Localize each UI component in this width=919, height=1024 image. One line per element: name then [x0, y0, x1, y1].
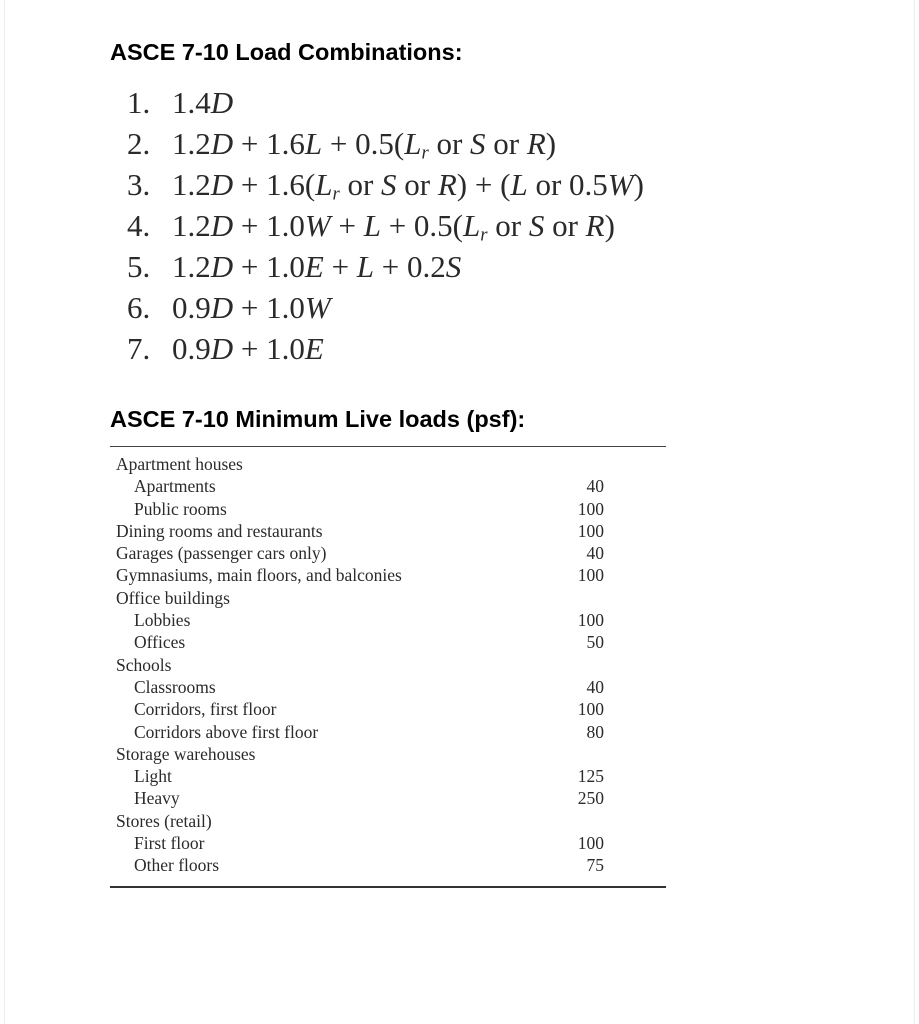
expression-part: 0.9: [172, 331, 211, 366]
table-row: [110, 743, 666, 765]
expression-part: L: [315, 167, 333, 202]
expression-part: L: [404, 126, 422, 161]
right-edge-shadow: [914, 0, 915, 1024]
expression-part: 1.2: [172, 208, 211, 243]
occupancy-label: Corridors above first floor: [134, 721, 319, 742]
combination-expression: [172, 208, 615, 246]
expression-part: or: [396, 167, 438, 202]
left-edge-shadow: [4, 0, 5, 1024]
live-load-value: 100: [577, 520, 604, 541]
expression-part: + 1.0: [233, 290, 305, 325]
occupancy-label: Lobbies: [134, 610, 191, 631]
table-row: [110, 475, 666, 497]
combination-number: 5.: [127, 249, 151, 284]
expression-part: L: [363, 208, 381, 243]
live-load-value: 250: [577, 788, 604, 809]
table-top-rule: [110, 446, 666, 447]
combination-item: [127, 205, 644, 246]
occupancy-label: Gymnasiums, main floors, and balconies: [116, 565, 402, 586]
expression-part: or 0.5: [527, 167, 608, 202]
expression-part: or: [339, 167, 382, 202]
expression-part: S: [445, 249, 462, 284]
expression-part: or: [428, 126, 471, 161]
combination-expression: [172, 331, 324, 366]
combination-expression: [172, 126, 557, 164]
combination-number: 4.: [127, 208, 151, 243]
table-row: [110, 654, 666, 676]
occupancy-label: Classrooms: [134, 676, 216, 697]
expression-part: D: [210, 85, 234, 120]
occupancy-label: Public rooms: [134, 498, 227, 519]
expression-part: or: [487, 208, 529, 243]
expression-part: S: [381, 167, 397, 202]
live-load-value: 100: [577, 498, 604, 519]
live-load-value: 100: [577, 565, 604, 586]
expression-part: + 1.0: [233, 331, 305, 366]
occupancy-label: Apartments: [134, 476, 216, 497]
combination-number: 7.: [127, 331, 151, 366]
live-load-value: 125: [577, 766, 604, 787]
expression-subscript: r: [332, 183, 340, 205]
expression-part: D: [210, 167, 234, 202]
occupancy-label: Offices: [134, 632, 186, 653]
combination-number: 3.: [127, 167, 151, 202]
combination-number: 6.: [127, 290, 151, 325]
expression-part: R: [526, 126, 546, 161]
combination-number: 2.: [127, 126, 151, 161]
table-row: [110, 698, 666, 720]
occupancy-label: Other floors: [134, 855, 220, 876]
table-row: [110, 810, 666, 832]
combination-item: [127, 287, 644, 328]
expression-subscript: r: [421, 142, 429, 164]
expression-part: 0.9: [172, 290, 211, 325]
table-row: [110, 854, 666, 876]
live-load-value: 40: [586, 676, 604, 697]
expression-part: + 1.6(: [233, 167, 316, 202]
expression-part: + 0.2: [374, 249, 446, 284]
expression-part: ): [633, 167, 644, 202]
table-row: [110, 564, 666, 586]
table-row: [110, 453, 666, 475]
expression-part: D: [210, 208, 234, 243]
live-load-value: 80: [586, 721, 604, 742]
expression-part: W: [304, 290, 331, 325]
load-combinations-list: [127, 82, 644, 369]
table-row: [110, 787, 666, 809]
load-combinations-heading: ASCE 7-10 Load Combinations:: [110, 39, 463, 65]
occupancy-label: First floor: [134, 833, 205, 854]
live-loads-table: [110, 446, 666, 888]
expression-part: R: [437, 167, 457, 202]
live-load-value: 40: [586, 543, 604, 564]
live-loads-heading: ASCE 7-10 Minimum Live loads (psf):: [110, 406, 526, 432]
combination-item: [127, 246, 644, 287]
occupancy-label: Stores (retail): [116, 810, 212, 831]
live-load-value: 100: [577, 699, 604, 720]
expression-part: 1.4: [172, 85, 211, 120]
table-row: [110, 676, 666, 698]
occupancy-label: Office buildings: [116, 587, 230, 608]
combination-expression: [172, 249, 461, 284]
expression-part: E: [304, 331, 324, 366]
live-load-value: 100: [577, 610, 604, 631]
expression-part: + 0.5(: [322, 126, 405, 161]
occupancy-label: Corridors, first floor: [134, 699, 277, 720]
occupancy-label: Heavy: [134, 788, 180, 809]
expression-part: L: [356, 249, 375, 284]
expression-subscript: r: [480, 224, 488, 246]
expression-part: +: [330, 208, 364, 243]
table-row: [110, 765, 666, 787]
table-row: [110, 498, 666, 520]
expression-part: or: [544, 208, 586, 243]
occupancy-label: Dining rooms and restaurants: [116, 520, 323, 541]
table-row: [110, 609, 666, 631]
expression-part: L: [463, 208, 481, 243]
live-load-value: 40: [586, 476, 604, 497]
expression-part: 1.2: [172, 167, 211, 202]
expression-part: S: [470, 126, 486, 161]
combination-item: [127, 164, 644, 205]
table-row: [110, 832, 666, 854]
occupancy-label: Light: [134, 766, 172, 787]
expression-part: L: [510, 167, 528, 202]
occupancy-label: Schools: [116, 654, 172, 675]
expression-part: D: [210, 290, 234, 325]
expression-part: R: [585, 208, 605, 243]
expression-part: E: [304, 249, 324, 284]
expression-part: + 1.0: [233, 208, 305, 243]
expression-part: W: [304, 208, 331, 243]
occupancy-label: Apartment houses: [116, 454, 243, 474]
expression-part: L: [304, 126, 323, 161]
combination-expression: [172, 85, 233, 120]
table-bottom-rule: [110, 886, 666, 888]
expression-part: +: [323, 249, 357, 284]
expression-part: D: [210, 249, 234, 284]
combination-item: [127, 82, 644, 123]
live-load-value: 75: [586, 855, 604, 876]
combination-expression: [172, 167, 644, 205]
table-row: [110, 542, 666, 564]
expression-part: W: [607, 167, 634, 202]
expression-part: 1.2: [172, 249, 211, 284]
expression-part: D: [210, 331, 234, 366]
expression-part: ): [604, 208, 615, 243]
expression-part: or: [485, 126, 527, 161]
expression-part: S: [528, 208, 545, 243]
combination-number: 1.: [127, 85, 151, 120]
occupancy-label: Storage warehouses: [116, 743, 256, 764]
expression-part: D: [210, 126, 234, 161]
table-row: [110, 520, 666, 542]
live-load-value: 100: [577, 833, 604, 854]
table-body: [110, 453, 666, 877]
occupancy-label: Garages (passenger cars only): [116, 543, 327, 564]
combination-expression: [172, 290, 331, 325]
expression-part: 1.2: [172, 126, 211, 161]
expression-part: + 1.0: [233, 249, 305, 284]
live-load-value: 50: [586, 632, 604, 653]
expression-part: + 0.5(: [380, 208, 463, 243]
combination-item: [127, 123, 644, 164]
expression-part: ): [545, 126, 557, 161]
combination-item: [127, 328, 644, 369]
expression-part: + 1.6: [233, 126, 305, 161]
expression-part: ) + (: [456, 167, 511, 202]
table-row: [110, 631, 666, 653]
table-row: [110, 587, 666, 609]
table-row: [110, 721, 666, 743]
